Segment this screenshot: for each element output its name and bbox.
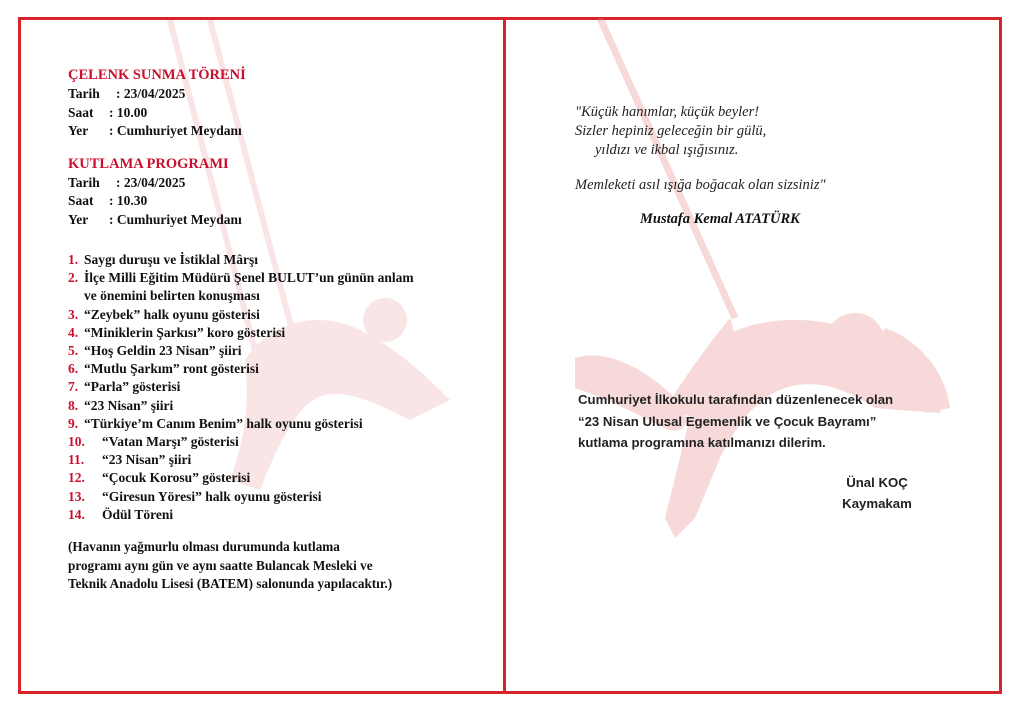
- signer-name: Ünal KOÇ: [846, 475, 908, 490]
- list-item: 13. “Giresun Yöresi” halk oyunu gösterisi: [68, 488, 322, 504]
- ceremony-title: ÇELENK SUNMA TÖRENİ: [68, 67, 246, 83]
- ceremony-time: Saat : 10.00: [68, 104, 148, 120]
- fold-divider: [503, 17, 506, 694]
- celebration-place: Yer : Cumhuriyet Meydanı: [68, 211, 242, 227]
- list-item: 11. “23 Nisan” şiiri: [68, 452, 192, 468]
- quote-author: Mustafa Kemal ATATÜRK: [640, 211, 800, 227]
- ceremony-date: Tarih : 23/04/2025: [68, 86, 186, 101]
- ataturk-quote: "Küçük hanımlar, küçük beyler! Sizler hepiniz geleceğin bir gülü, yıldızı ve ikbal ışığısınız. Memleketi asıl ışığa boğacak olan sizsiniz": [575, 104, 826, 193]
- list-item: 12. “Çocuk Korosu” gösterisi: [68, 470, 251, 486]
- list-item: 3. “Zeybek” halk oyunu gösterisi: [68, 306, 260, 322]
- list-item: 9. “Türkiye’m Canım Benim” halk oyunu gösterisi: [68, 415, 363, 431]
- celebration-title: KUTLAMA PROGRAMI: [68, 155, 229, 172]
- signer-title: Kaymakam: [842, 496, 912, 511]
- signature-block: [832, 472, 922, 514]
- list-item: 7. “Parla” gösterisi: [68, 379, 181, 395]
- rain-note: (Havanın yağmurlu olması durumunda kutlama programı aynı gün ve aynı saatte Bulancak Mesleki ve Teknik Anadolu Lisesi (BATEM) salonunda yapılacaktır.): [68, 539, 393, 592]
- invitation-text: Cumhuriyet İlkokulu tarafından düzenlenecek olan “23 Nisan Ulusal Egemenlik ve Çocuk Bayramı” kutlama programına katılmanızı dilerim.: [578, 392, 894, 450]
- list-item: 6. “Mutlu Şarkım” ront gösterisi: [68, 361, 259, 377]
- ceremony-place: Yer : Cumhuriyet Meydanı: [68, 123, 242, 138]
- program-list: [68, 251, 498, 524]
- celebration-date: Tarih : 23/04/2025: [68, 174, 186, 190]
- list-item: 8. “23 Nisan” şiiri: [68, 397, 174, 413]
- list-item: 10. “Vatan Marşı” gösterisi: [68, 434, 239, 450]
- list-item: 1. Saygı duruşu ve İstiklal Mârşı: [68, 252, 259, 267]
- left-panel: [68, 66, 498, 594]
- list-item: 5. “Hoş Geldin 23 Nisan” şiiri: [68, 343, 242, 359]
- celebration-time: Saat : 10.30: [68, 193, 148, 208]
- list-item: 14. Ödül Töreni: [68, 506, 174, 522]
- list-item: 2. İlçe Milli Eğitim Müdürü Şenel BULUT’un günün anlam ve önemini belirten konuşması: [68, 270, 414, 304]
- list-item: 4. “Miniklerin Şarkısı” koro gösterisi: [68, 324, 286, 340]
